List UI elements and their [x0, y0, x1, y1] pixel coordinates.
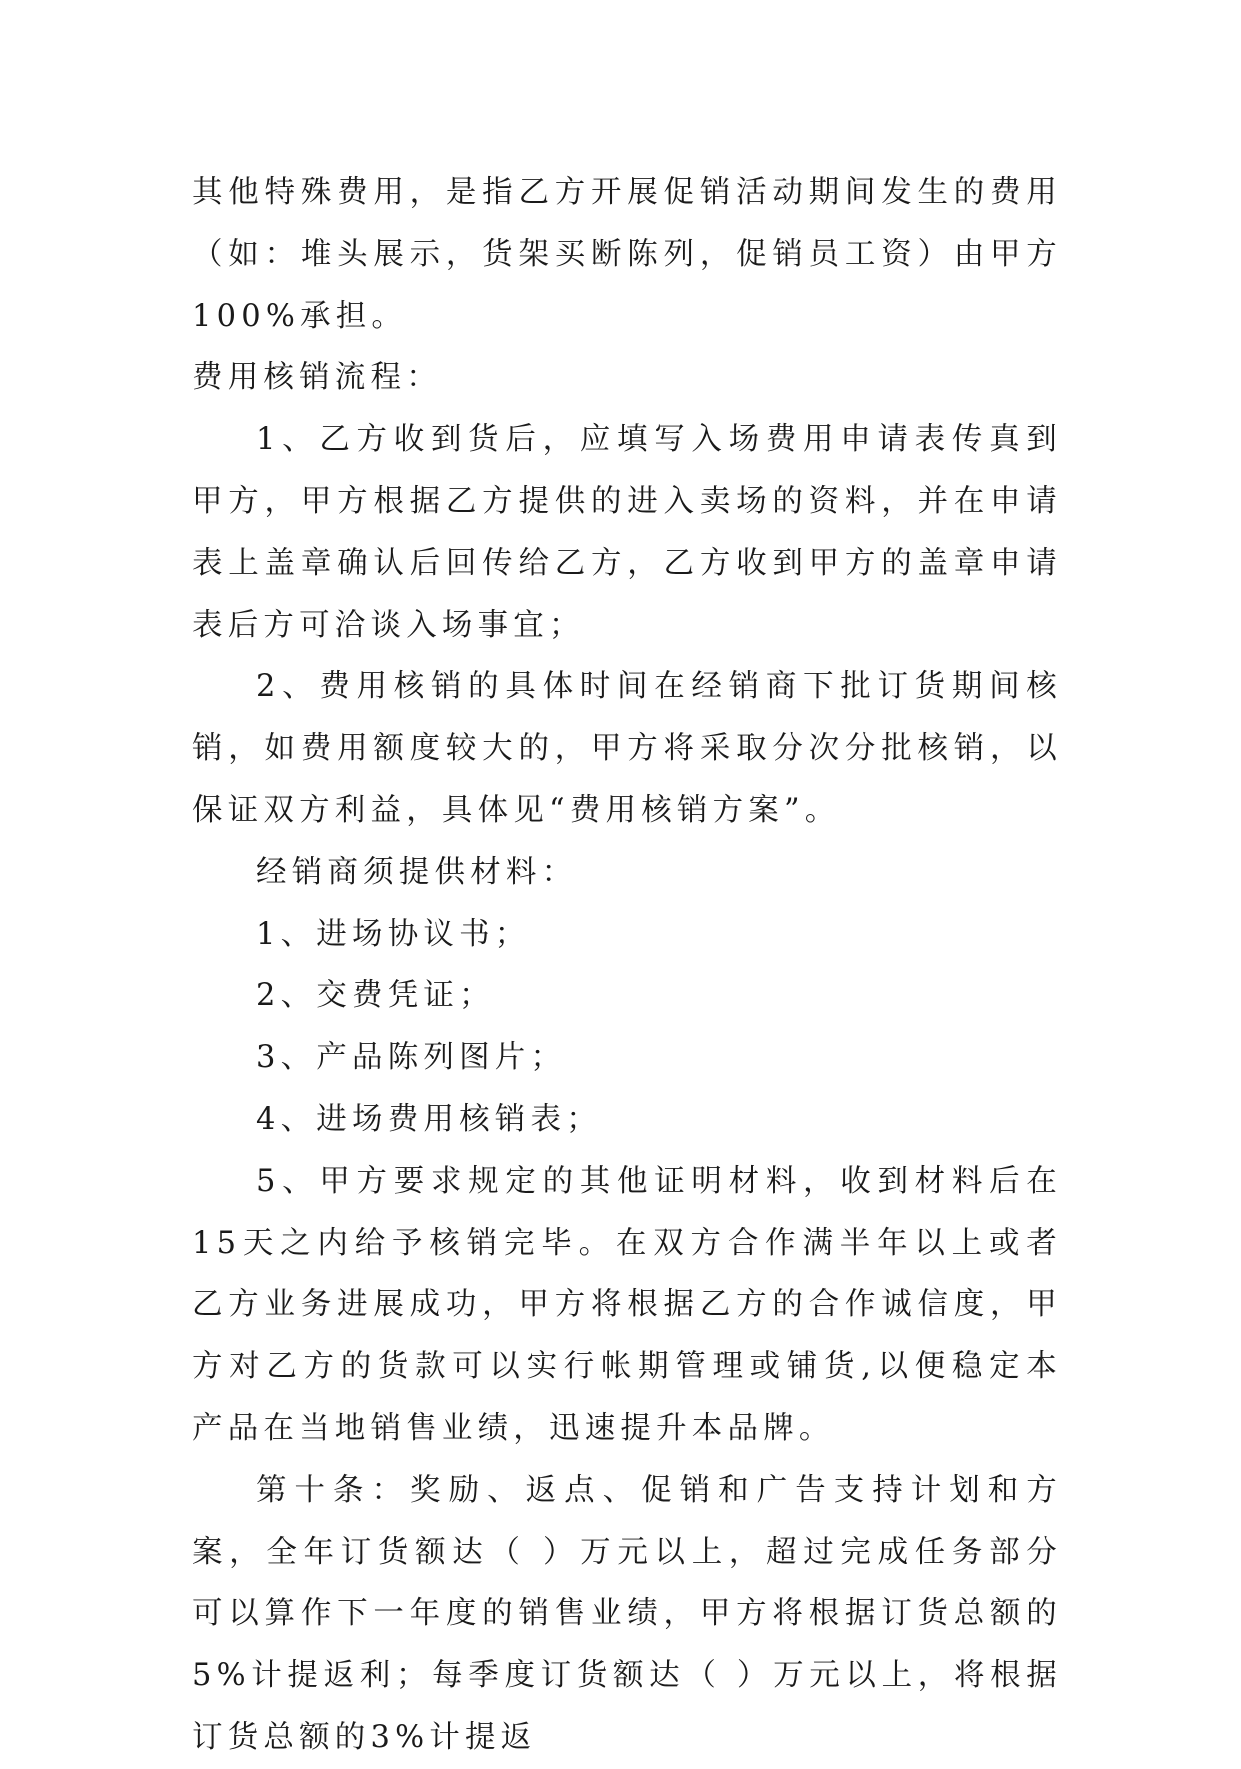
paragraph-verification-process-heading: 费用核销流程：: [192, 360, 442, 396]
paragraph-material-3: 3、产品陈列图片；: [256, 1040, 567, 1076]
paragraph-process-step-2: 2、费用核销的具体时间在经销商下批订货期间核销，如费用额度较大的，甲方将采取分次分批核销，以保证双方利益，具体见“费用核销方案”。: [192, 669, 1062, 828]
paragraph-material-1: 1、进场协议书；: [256, 916, 531, 952]
paragraph-special-fees: 其他特殊费用，是指乙方开展促销活动期间发生的费用（如：堆头展示，货架买断陈列，促销员工资）由甲方100%承担。: [192, 175, 1062, 334]
paragraph-material-4: 4、进场费用核销表；: [256, 1101, 602, 1137]
paragraph-process-step-1: 1、乙方收到货后，应填写入场费用申请表传真到甲方，甲方根据乙方提供的进入卖场的资料，并在申请表上盖章确认后回传给乙方，乙方收到甲方的盖章申请表后方可洽谈入场事宜；: [192, 422, 1062, 643]
paragraph-materials-heading: 经销商须提供材料：: [256, 854, 578, 890]
paragraph-material-2: 2、交费凭证；: [256, 978, 495, 1014]
document-page: [192, 162, 1062, 1769]
paragraph-material-5: 5、甲方要求规定的其他证明材料，收到材料后在15天之内给予核销完毕。在双方合作满半年以上或者乙方业务进展成功，甲方将根据乙方的合作诚信度，甲方对乙方的货款可以实行帐期管理或铺货,以便稳定本产品在当地销售业绩，迅速提升本品牌。: [192, 1163, 1062, 1446]
paragraph-article-10: 第十条：奖励、返点、促销和广告支持计划和方案，全年订货额达（ ）万元以上，超过完成任务部分可以算作下一年度的销售业绩，甲方将根据订货总额的5%计提返利；每季度订货额达（ ）万元以上，将根据订货总额的3%计提返: [192, 1472, 1062, 1755]
